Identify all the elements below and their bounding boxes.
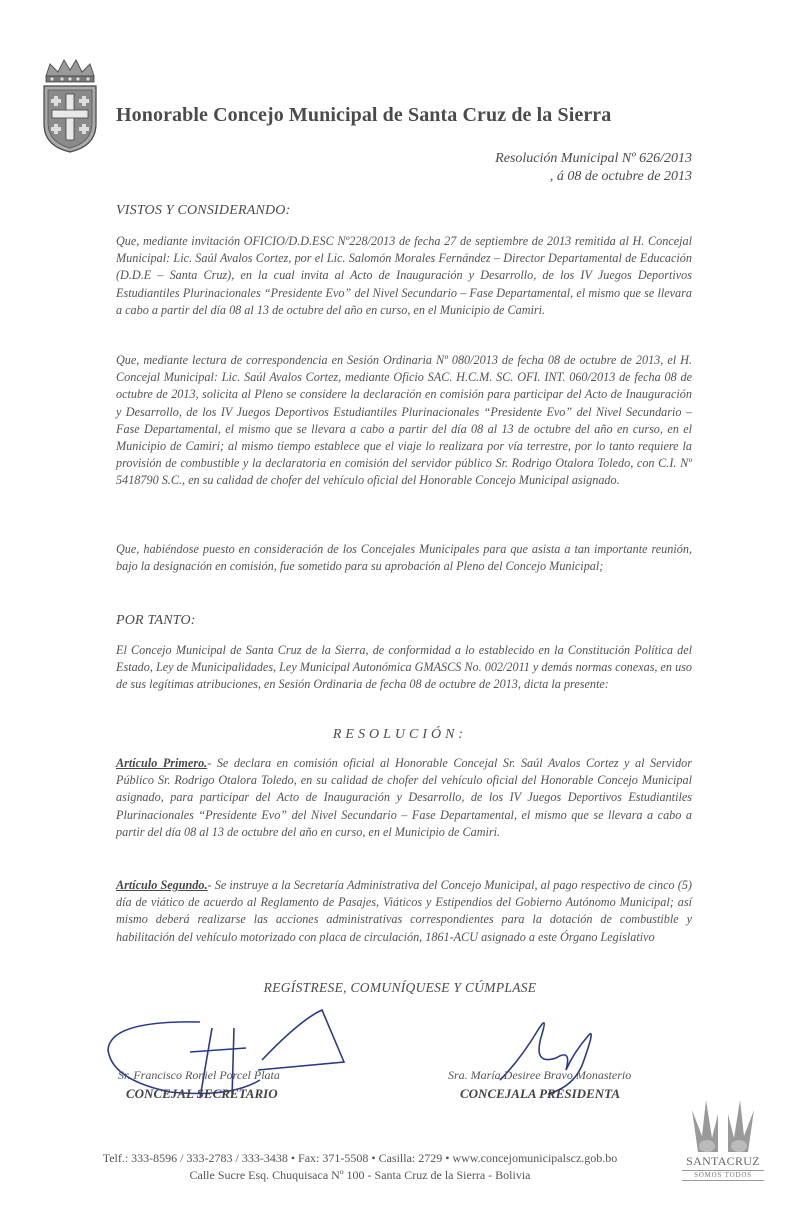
closing-formula: REGÍSTRESE, COMUNÍQUESE Y CÚMPLASE xyxy=(263,980,537,995)
resolution-date: , á 08 de octubre de 2013 xyxy=(549,169,692,184)
resolucion-heading: RESOLUCIÓN: xyxy=(332,727,468,742)
article-first-text: - Se declara en comisión oficial al Honorable Concejal Sr. Saúl Avalos Cortez y al Servidor Público Sr. Rodrigo Otalora Toledo, en su calidad de chofer del vehículo oficial del Honorable Concejo Municipal asignado, para participar del Acto de Inauguración y Desarrollo, de los IV Juegos Deportivos Estudiantiles Plurinacionales “Presidente Evo” del Nivel Secundario – Fase Departamental, el mismo que se llevara a cabo a partir del día 08 al 13 de octubre del año en curso, en el Municipio de Camiri. xyxy=(116,756,692,839)
left-signer-name: Sr. Francisco Roniel Porcel Plata xyxy=(118,1068,280,1082)
paragraph-consideration: Que, habiéndose puesto en consideración de los Concejales Municipales para que asista a tan importante reunión, bajo la designación en comisión, fue sometido para su aprobación al Pleno del Concejo Municipal; xyxy=(116,542,692,574)
organization-title: Honorable Concejo Municipal de Santa Cruz de la Sierra xyxy=(116,104,612,126)
coat-of-arms-icon xyxy=(38,58,102,154)
footer-address: Calle Sucre Esq. Chuquisaca Nº 100 - Santa Cruz de la Sierra - Bolivia xyxy=(189,1168,531,1182)
resolution-header xyxy=(495,150,692,186)
right-signer-name: Sra. María Desiree Bravo Monasterio xyxy=(448,1068,632,1082)
paragraph-invitation: Que, mediante invitación OFICIO/D.D.ESC Nº228/2013 de fecha 27 de septiembre de 2013 remitida al H. Concejal Municipal: Lic. Saúl Avalos Cortez, por el Lic. Salomón Morales Fernández – Director Departamental de Educación (D.D.E – Santa Cruz), en la cual invita al Acto de Inauguración y Desarrollo, de los IV Juegos Deportivos Estudiantiles Plurinacionales “Presidente Evo” del Nivel Secundario – Fase Departamental, el mismo que se llevara a cabo a partir del día 08 al 13 de octubre del año en curso, en el Municipio de Camiri. xyxy=(116,234,692,317)
article-first-label: Artículo Primero. xyxy=(116,756,208,770)
article-second-label: Artículo Segundo. xyxy=(116,878,208,892)
vistos-heading: VISTOS Y CONSIDERANDO: xyxy=(116,203,291,218)
left-signature-icon xyxy=(108,1010,344,1098)
resolution-number: Resolución Municipal Nº 626/2013 xyxy=(495,151,692,166)
footer-contact: Telf.: 333-8596 / 333-2783 / 333-3438 • Fax: 371-5508 • Casilla: 2729 • www.concejomunicipalscz.gob.bo xyxy=(102,1151,618,1165)
article-first xyxy=(116,755,692,841)
article-second-text: - Se instruye a la Secretaría Administrativa del Concejo Municipal, al pago respectivo de cinco (5) día de viático de acuerdo al Reglamento de Pasajes, Viáticos y Estipendios del Gobierno Autónomo Municipal; así mismo deberá realizarse las acciones administrativas correspondientes para la dotación de combustible y habilitación del vehículo motorizado con placa de circulación, 1861-ACU asignado a este Órgano Legislativo xyxy=(116,878,692,944)
right-signature-icon xyxy=(500,1023,591,1094)
paragraph-council: El Concejo Municipal de Santa Cruz de la Sierra, de conformidad a lo establecido en la Constitución Política del Estado, Ley de Municipalidades, Ley Municipal Autonómica GMASCS No. 002/2011 y demás normas conexas, en uso de sus legítimas atribuciones, en Sesión Ordinaria de fecha 08 de octubre de 2013, dicta la presente: xyxy=(116,643,693,692)
paragraph-correspondence: Que, mediante lectura de correspondencia en Sesión Ordinaria Nº 080/2013 de fecha 08 de octubre de 2013, el H. Concejal Municipal: Lic. Saúl Avalos Cortez, mediante Oficio SAC. H.C.M. SC. OFI. INT. 060/2013 de fecha 08 de octubre de 2013, solicita al Pleno se considere la declaración en comisión para participar del Acto de Inauguración y Desarrollo, de los IV Juegos Deportivos Estudiantiles Plurinacionales “Presidente Evo” del Nivel Secundario – Fase Departamental, el mismo que se llevara a cabo a partir del día 08 al 13 de octubre del año en curso, en el Municipio de Camiri; al mismo tiempo establece que el viaje lo realizara por vía terrestre, por lo tanto requiere la provisión de combustible y la declaratoria en comisión del servidor público Sr. Rodrigo Otalora Toledo, con C.I. Nº 5418790 S.C., en su calidad de chofer del vehículo oficial del Honorable Concejo Municipal asignado. xyxy=(116,353,692,488)
city-logo-slogan: SOMOS TODOS xyxy=(682,1170,764,1181)
article-second xyxy=(116,877,692,946)
portanto-heading: POR TANTO: xyxy=(116,613,196,628)
left-signer-role: CONCEJAL SECRETARIO xyxy=(126,1086,278,1101)
right-signer-role: CONCEJALA PRESIDENTA xyxy=(460,1086,621,1101)
city-logo-name: SANTACRUZ xyxy=(686,1154,760,1168)
